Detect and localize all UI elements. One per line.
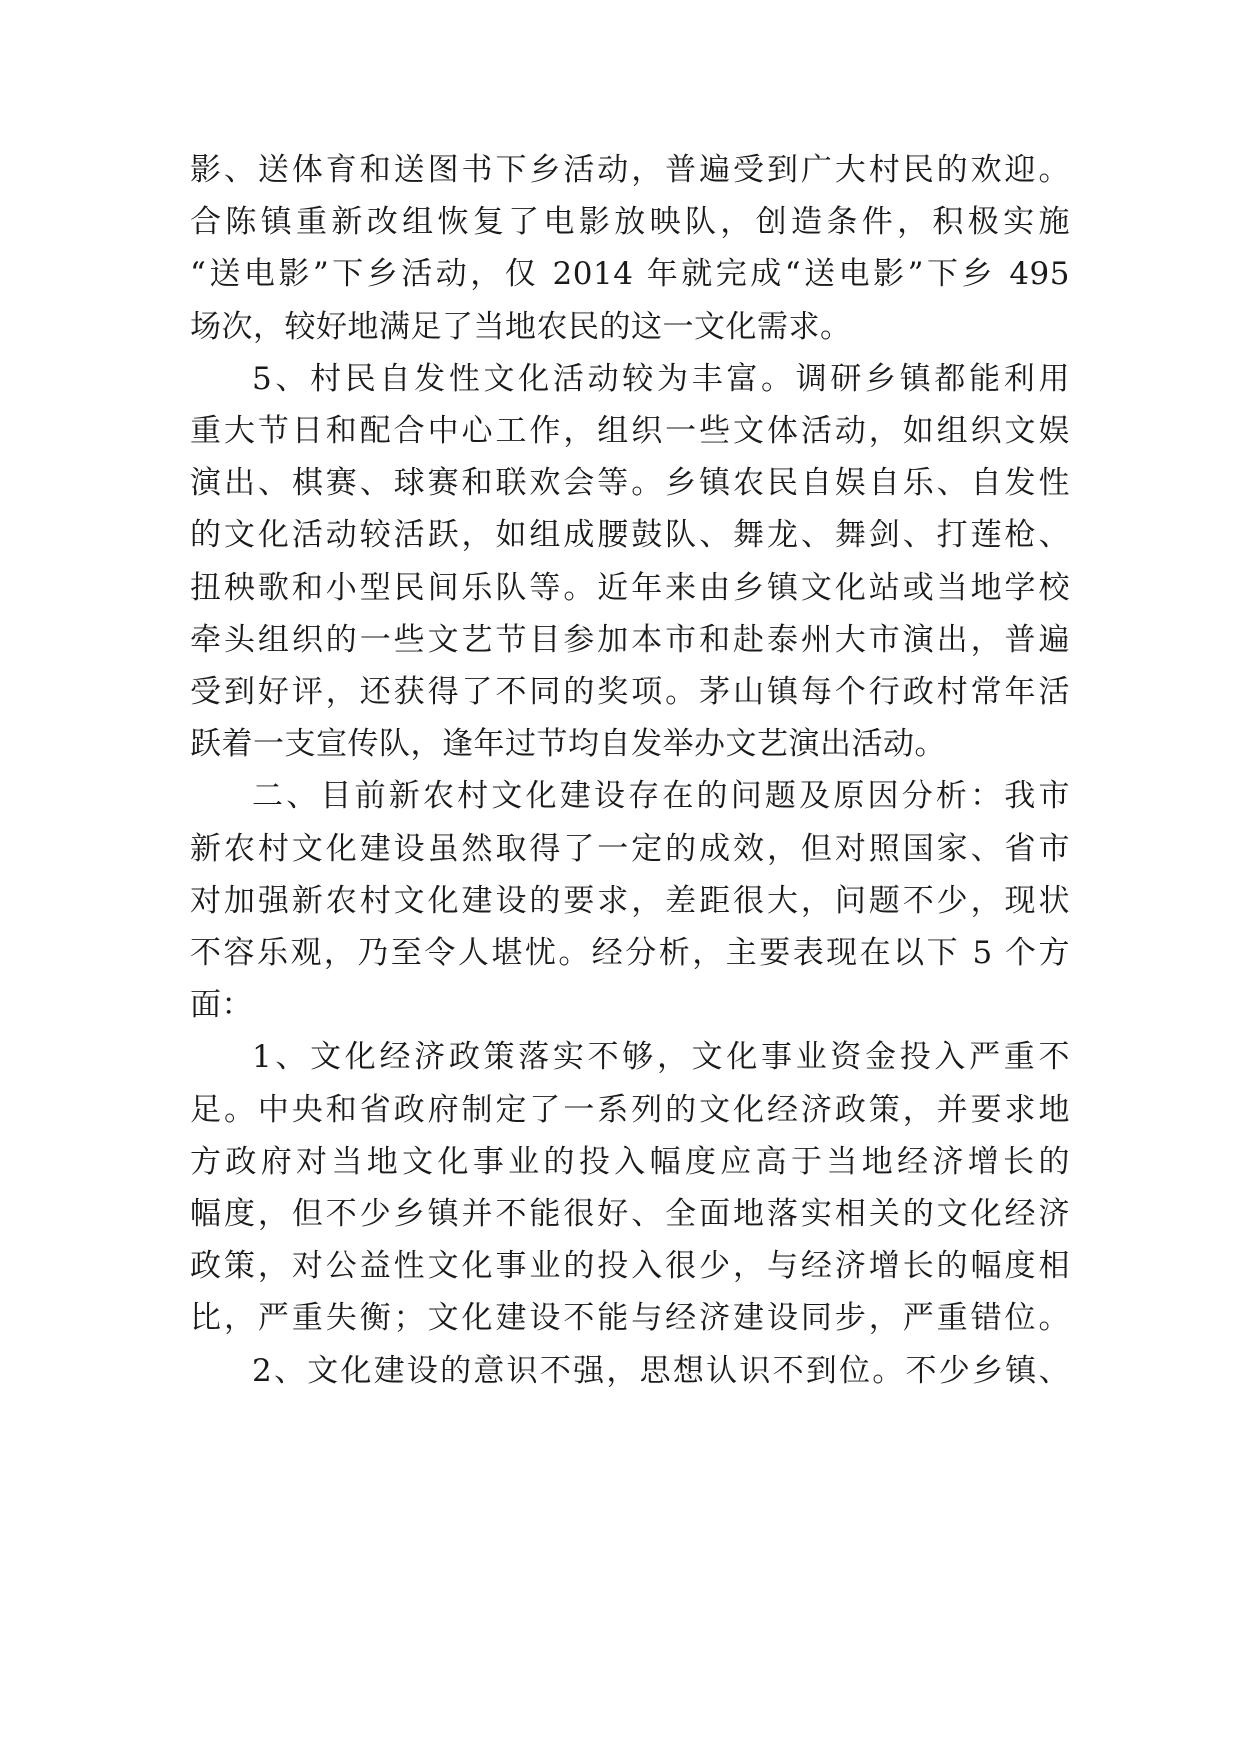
text-line: 场次，较好地满足了当地农民的这一文化需求。	[190, 308, 852, 345]
text-line: 足。中央和省政府制定了一系列的文化经济政策，并要求地	[190, 1091, 1070, 1128]
text-line: 牵头组织的一些文艺节目参加本市和赴泰州大市演出，普遍	[190, 621, 1070, 658]
text-line: 幅度，但不少乡镇并不能很好、全面地落实相关的文化经济	[190, 1196, 1070, 1232]
text-line: 新农村文化建设虽然取得了一定的成效，但对照国家、省市	[190, 830, 1070, 867]
text-line: 影、送体育和送图书下乡活动，普遍受到广大村民的欢迎。	[190, 152, 1070, 188]
text-line: 5、村民自发性文化活动较为丰富。调研乡镇都能利用	[252, 360, 1070, 397]
text-line: 比，严重失衡；文化建设不能与经济建设同步，严重错位。	[190, 1300, 1070, 1337]
text-line: 的文化活动较活跃，如组成腰鼓队、舞龙、舞剑、打莲枪、	[190, 517, 1070, 554]
text-line: 扭秧歌和小型民间乐队等。近年来由乡镇文化站或当地学校	[190, 569, 1070, 606]
text-line: 方政府对当地文化事业的投入幅度应高于当地经济增长的	[190, 1143, 1070, 1180]
text-line: 二、目前新农村文化建设存在的问题及原因分析：我市	[252, 778, 1070, 815]
text-line: 合陈镇重新改组恢复了电影放映队，创造条件，积极实施	[190, 204, 1070, 241]
text-line: 2、文化建设的意识不强，思想认识不到位。不少乡镇、	[252, 1352, 1070, 1389]
text-line: 1、文化经济政策落实不够，文化事业资金投入严重不	[252, 1039, 1070, 1076]
text-line: 受到好评，还获得了不同的奖项。茅山镇每个行政村常年活	[190, 674, 1070, 710]
text-line: 不容乐观，乃至令人堪忧。经分析，主要表现在以下 5 个方	[190, 935, 1070, 971]
text-line: 跃着一支宣传队，逢年过节均自发举办文艺演出活动。	[190, 726, 946, 763]
text-line: “送电影”下乡活动，仅 2014 年就完成“送电影”下乡 495	[190, 256, 1070, 293]
text-line: 对加强新农村文化建设的要求，差距很大，问题不少，现状	[190, 882, 1070, 919]
text-line: 政策，对公益性文化事业的投入很少，与经济增长的幅度相	[190, 1248, 1070, 1285]
text-line: 面：	[190, 987, 253, 1024]
text-line: 演出、棋赛、球赛和联欢会等。乡镇农民自娱自乐、自发性	[190, 465, 1070, 502]
text-line: 重大节日和配合中心工作，组织一些文体活动，如组织文娱	[190, 413, 1070, 449]
